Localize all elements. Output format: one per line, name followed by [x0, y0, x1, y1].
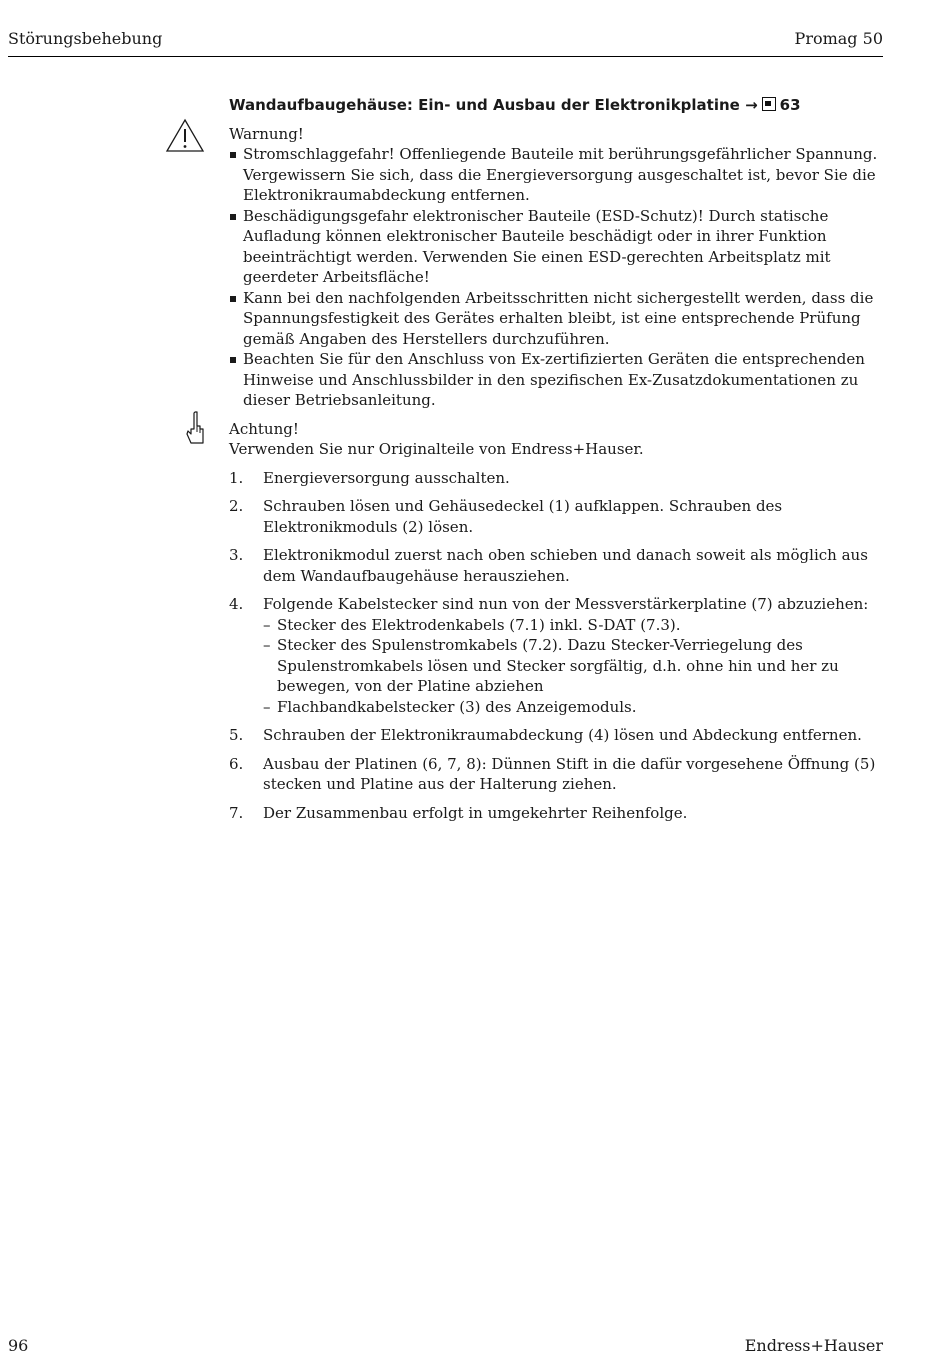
- warning-list: [229, 144, 885, 411]
- caution-heading: Achtung!: [229, 419, 299, 438]
- procedure-step: [229, 594, 885, 717]
- warning-item: Stromschlaggefahr! Offenliegende Bauteile mit berührungsgefährlicher Spannung. Vergewissern Sie sich, dass die Energieversorgung ausgeschaltet ist, bevor Sie die Elektronikraumabdeckung entfernen.: [229, 144, 885, 206]
- step-text: Schrauben der Elektronikraumabdeckung (4) lösen und Abdeckung entfernen.: [263, 726, 862, 744]
- connector-item: [263, 697, 885, 718]
- connector-text: Stecker des Elektrodenkabels (7.1) inkl. S-DAT (7.3).: [277, 615, 681, 634]
- step-number: 7.: [229, 803, 244, 822]
- step-number: 2.: [229, 497, 244, 515]
- section-title-text: Wandaufbaugehäuse: Ein- und Ausbau der Elektronikplatine: [229, 96, 740, 114]
- procedure-step: [229, 496, 885, 537]
- warning-item: Beachten Sie für den Anschluss von Ex-zertifizierten Geräten die entsprechenden Hinweise und Anschlussbilder in den spezifischen Ex-Zusatzdokumentationen zu dieser Betriebsanleitung.: [229, 349, 885, 411]
- page-reference-icon: [762, 97, 776, 111]
- caution-block: [229, 419, 885, 460]
- page-reference-number: 63: [779, 96, 801, 114]
- dash-marker: –: [263, 636, 271, 654]
- step-text: Der Zusammenbau erfolgt in umgekehrter Reihenfolge.: [263, 803, 688, 822]
- footer-brand: Endress+Hauser: [744, 1336, 883, 1355]
- procedure-step: [229, 468, 885, 489]
- step-number: 6.: [229, 754, 244, 773]
- step-text: Schrauben lösen und Gehäusedeckel (1) aufklappen. Schrauben des Elektronikmoduls (2) lösen.: [263, 497, 783, 536]
- pointing-hand-icon: [183, 410, 207, 446]
- running-header-product: Promag 50: [794, 29, 883, 48]
- procedure-step: [229, 754, 885, 795]
- step-text: Ausbau der Platinen (6, 7, 8): Dünnen Stift in die dafür vorgesehene Öffnung (5) stecken und Platine aus der Halterung ziehen.: [263, 754, 876, 793]
- connector-item: [263, 615, 885, 636]
- step-text: Elektronikmodul zuerst nach oben schieben und danach soweit als möglich aus dem Wandaufbaugehäuse herausziehen.: [263, 546, 868, 585]
- connector-item: [263, 635, 885, 697]
- procedure-steps: [229, 468, 885, 824]
- procedure-step: [229, 725, 885, 746]
- dash-marker: –: [263, 615, 271, 634]
- warning-item: Beschädigungsgefahr elektronischer Bauteile (ESD-Schutz)! Durch statische Aufladung können elektronischer Bauteile beschädigt oder in ihrer Funktion beeinträchtigt werden. Verwenden Sie einen ESD-gerechten Arbeitsplatz mit geerdeter Arbeitsfläche!: [229, 206, 885, 288]
- procedure-step: [229, 803, 885, 824]
- warning-block: [229, 124, 885, 411]
- page-content: [229, 95, 885, 831]
- step-number: 4.: [229, 595, 244, 613]
- warning-triangle-icon: [165, 118, 205, 154]
- step-number: 3.: [229, 546, 244, 564]
- warning-heading: Warnung!: [229, 124, 304, 143]
- arrow-glyph: →: [745, 96, 758, 114]
- running-header-section: Störungsbehebung: [8, 29, 163, 48]
- dash-marker: –: [263, 697, 271, 716]
- section-title: [229, 95, 885, 116]
- caution-text: Verwenden Sie nur Originalteile von Endress+Hauser.: [229, 440, 644, 458]
- connector-text: Stecker des Spulenstromkabels (7.2). Dazu Stecker-Verriegelung des Spulenstromkabels lösen und Stecker sorgfältig, d.h. ohne hin und her zu bewegen, von der Platine abziehen: [277, 636, 839, 695]
- connector-list: [263, 615, 885, 718]
- connector-text: Flachbandkabelstecker (3) des Anzeigemoduls.: [277, 697, 637, 716]
- page-number: 96: [8, 1336, 29, 1355]
- step-text: Energieversorgung ausschalten.: [263, 468, 510, 487]
- step-number: 1.: [229, 468, 244, 487]
- header-rule: [8, 56, 883, 57]
- warning-item: Kann bei den nachfolgenden Arbeitsschritten nicht sichergestellt werden, dass die Spannungsfestigkeit des Gerätes erhalten bleibt, ist eine entsprechende Prüfung gemäß Angaben des Herstellers durchzuführen.: [229, 288, 885, 350]
- step-number: 5.: [229, 726, 244, 744]
- procedure-step: [229, 545, 885, 586]
- step-text: Folgende Kabelstecker sind nun von der Messverstärkerplatine (7) abzuziehen:: [263, 595, 869, 613]
